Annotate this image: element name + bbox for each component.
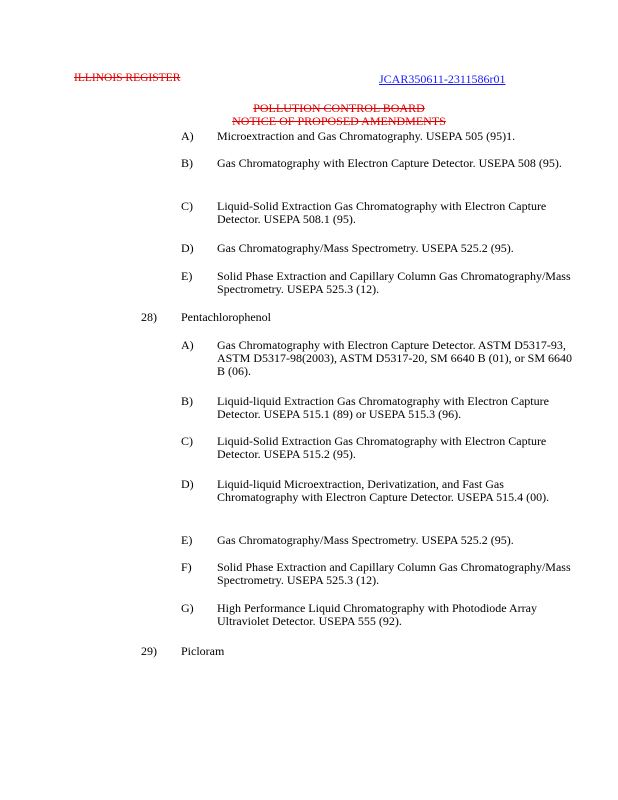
item-label: E) xyxy=(181,269,193,283)
register-header: ILLINOIS REGISTER xyxy=(74,72,181,84)
notice-title: NOTICE OF PROPOSED AMENDMENTS xyxy=(232,114,446,128)
item-text: Gas Chromatography with Electron Capture Detector. USEPA 508 (95). xyxy=(217,156,562,170)
item-label: E) xyxy=(181,533,193,547)
section-title: Picloram xyxy=(181,644,225,658)
item-label: C) xyxy=(181,434,193,448)
jcar-reference-link[interactable]: JCAR350611-2311586r01 xyxy=(379,72,506,86)
item-text: Solid Phase Extraction and Capillary Column Gas Chromatography/Mass Spectrometry. USEPA 525.3 (12). xyxy=(217,269,571,296)
board-title: POLLUTION CONTROL BOARD xyxy=(253,101,425,115)
item-label: A) xyxy=(181,338,194,352)
item-label: D) xyxy=(181,241,194,255)
item-label: C) xyxy=(181,199,193,213)
section-title: Pentachlorophenol xyxy=(181,310,271,324)
item-text: Solid Phase Extraction and Capillary Column Gas Chromatography/Mass Spectrometry. USEPA 525.3 (12). xyxy=(217,560,571,587)
item-label: F) xyxy=(181,560,192,574)
item-text: Gas Chromatography/Mass Spectrometry. USEPA 525.2 (95). xyxy=(217,533,514,547)
section-number: 28) xyxy=(141,310,157,324)
item-text: Liquid-liquid Extraction Gas Chromatography with Electron Capture Detector. USEPA 515.1 (89) or USEPA 515.3 (96). xyxy=(217,394,549,421)
item-text: Gas Chromatography/Mass Spectrometry. USEPA 525.2 (95). xyxy=(217,241,514,255)
item-text: Liquid-liquid Microextraction, Derivatization, and Fast Gas Chromatography with Electron Capture Detector. USEPA 515.4 (00). xyxy=(217,477,550,504)
item-text: Liquid-Solid Extraction Gas Chromatography with Electron Capture Detector. USEPA 515.2 (95). xyxy=(217,434,547,461)
item-label: A) xyxy=(181,129,194,143)
section-number: 29) xyxy=(141,644,157,658)
item-label: G) xyxy=(181,601,194,615)
item-text: Liquid-Solid Extraction Gas Chromatography with Electron Capture Detector. USEPA 508.1 (95). xyxy=(217,199,547,226)
item-label: B) xyxy=(181,394,193,408)
item-label: D) xyxy=(181,477,194,491)
item-text: Microextraction and Gas Chromatography. USEPA 505 (95)1. xyxy=(217,129,516,143)
item-text: Gas Chromatography with Electron Capture Detector. ASTM D5317-93, ASTM D5317-98(2003), ASTM D5317-20, SM 6640 B (01), or SM 6640 B (06). xyxy=(217,338,573,378)
item-label: B) xyxy=(181,156,193,170)
item-text: High Performance Liquid Chromatography with Photodiode Array Ultraviolet Detector. USEPA 555 (92). xyxy=(217,601,537,628)
